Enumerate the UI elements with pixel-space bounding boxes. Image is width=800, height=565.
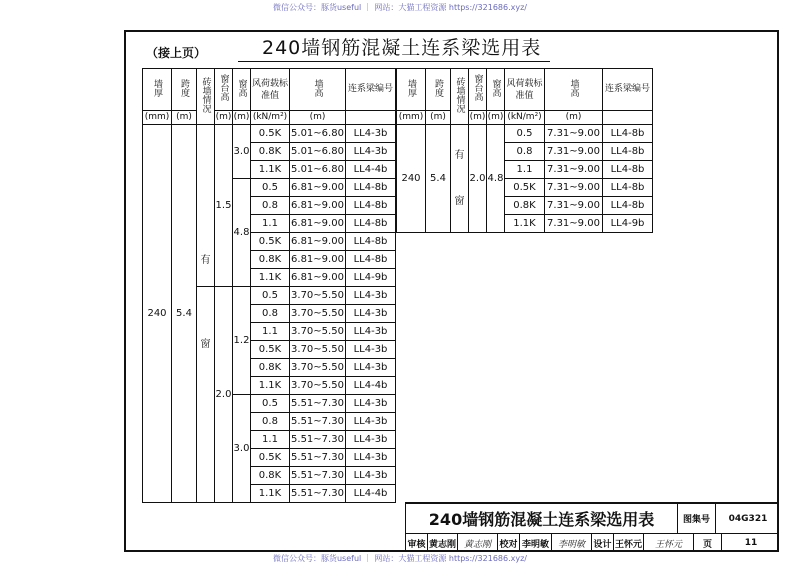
wall-height-cell: 6.81~9.00: [290, 269, 346, 287]
page-title: 240墙钢筋混凝土连系梁选用表: [262, 37, 542, 59]
atlas-number: 04G321: [728, 513, 768, 524]
wind-load-cell: 1.1: [251, 323, 290, 341]
wind-load-cell: 0.8K: [251, 467, 290, 485]
beam-number-cell: LL4-3b: [346, 431, 396, 449]
wall-thickness-cell: 240: [143, 125, 172, 503]
unit-m: (m): [545, 111, 603, 125]
sill-height-cell: 2.0: [215, 287, 233, 503]
beam-number-cell: LL4-8b: [603, 143, 653, 161]
span-cell: 5.4: [172, 125, 197, 503]
beam-number-cell: LL4-8b: [603, 161, 653, 179]
beam-number-cell: LL4-4b: [346, 161, 396, 179]
header-wall-height: 墙高: [290, 69, 346, 111]
continued-label: （接上页）: [146, 46, 207, 60]
wind-load-cell: 0.5K: [251, 125, 290, 143]
window-height-cell: 3.0: [233, 395, 251, 503]
wind-load-cell: 0.5K: [251, 341, 290, 359]
header-wall-height: 墙高: [545, 69, 603, 111]
designer-name: 王怀元: [614, 534, 644, 552]
unit-m: (m): [233, 111, 251, 125]
right-selection-table: [396, 68, 653, 233]
header-wind-load: 风荷载标准值: [505, 69, 545, 111]
beam-number-cell: LL4-8b: [346, 197, 396, 215]
wall-height-cell: 5.01~6.80: [290, 161, 346, 179]
beam-number-cell: LL4-8b: [346, 251, 396, 269]
beam-number-cell: LL4-8b: [346, 179, 396, 197]
wall-height-cell: 5.51~7.30: [290, 431, 346, 449]
beam-number-cell: LL4-9b: [603, 215, 653, 233]
beam-number-cell: LL4-3b: [346, 395, 396, 413]
wind-load-cell: 0.8: [505, 143, 545, 161]
span-cell: 5.4: [426, 125, 451, 233]
wind-load-cell: 0.5K: [505, 179, 545, 197]
beam-number-cell: LL4-3b: [346, 125, 396, 143]
masonry-cell: 有: [197, 125, 215, 287]
wind-load-cell: 0.5: [505, 125, 545, 143]
wall-height-cell: 3.70~5.50: [290, 287, 346, 305]
wall-height-cell: 5.51~7.30: [290, 467, 346, 485]
wind-load-cell: 0.5: [251, 179, 290, 197]
header-wall-thickness: 墙厚: [143, 69, 172, 111]
watermark-top: 微信公众号：豚货useful ｜ 网站：大猫工程资源 https://321686.xyz/: [272, 3, 528, 12]
wind-load-cell: 0.5: [251, 287, 290, 305]
header-sill-height: 窗台高: [215, 69, 233, 111]
beam-number-cell: LL4-4b: [346, 485, 396, 503]
wall-height-cell: 5.01~6.80: [290, 143, 346, 161]
wall-height-cell: 6.81~9.00: [290, 179, 346, 197]
beam-number-cell: LL4-3b: [346, 413, 396, 431]
beam-number-cell: LL4-9b: [346, 269, 396, 287]
wind-load-cell: 0.5: [251, 395, 290, 413]
header-wind-load: 风荷载标准值: [251, 69, 290, 111]
masonry-text: 有: [454, 149, 465, 161]
wind-load-cell: 1.1: [505, 161, 545, 179]
unit-m: (m): [426, 111, 451, 125]
unit-mm: (mm): [143, 111, 172, 125]
check-label: 校对: [498, 534, 520, 552]
wind-load-cell: 1.1K: [251, 269, 290, 287]
masonry-cell: [451, 125, 469, 233]
beam-number-cell: LL4-3b: [346, 287, 396, 305]
beam-number-cell: LL4-3b: [346, 449, 396, 467]
design-label: 设计: [592, 534, 614, 552]
header-sill-height: 窗台高: [469, 69, 487, 111]
left-selection-table: [142, 68, 396, 503]
wall-height-cell: 5.51~7.30: [290, 395, 346, 413]
header-wall-thickness: 墙厚: [397, 69, 426, 111]
header-span: 跨度: [426, 69, 451, 111]
wall-height-cell: 6.81~9.00: [290, 233, 346, 251]
masonry-cell: 窗: [197, 287, 215, 503]
title-underline: [238, 61, 550, 62]
wall-height-cell: 7.31~9.00: [545, 197, 603, 215]
table-row: [397, 125, 653, 143]
beam-number-cell: LL4-8b: [346, 215, 396, 233]
wind-load-cell: 0.8: [251, 413, 290, 431]
designer-signature: 王怀元: [644, 534, 694, 552]
titleblock-title: 240墙钢筋混凝土连系梁选用表: [406, 504, 678, 533]
sill-height-cell: 2.0: [469, 125, 487, 233]
window-height-cell: 3.0: [233, 125, 251, 179]
unit-kn: (kN/m²): [251, 111, 290, 125]
header-masonry: 砖墙情况: [197, 69, 215, 125]
table-row: [143, 125, 396, 143]
title-block: [405, 502, 779, 552]
page-number: 11: [744, 538, 758, 548]
wind-load-cell: 0.8K: [505, 197, 545, 215]
header-beam-no: 连系梁编号: [603, 69, 653, 111]
page-label: 页: [694, 534, 722, 552]
header-masonry: 砖墙情况: [451, 69, 469, 125]
wind-load-cell: 0.8: [251, 197, 290, 215]
wall-height-cell: 5.51~7.30: [290, 449, 346, 467]
wind-load-cell: 1.1K: [505, 215, 545, 233]
wall-height-cell: 5.51~7.30: [290, 485, 346, 503]
wall-height-cell: 7.31~9.00: [545, 161, 603, 179]
watermark-bottom: 微信公众号：豚货useful ｜ 网站：大猫工程资源 https://321686.xyz/: [272, 554, 528, 563]
wind-load-cell: 1.1K: [251, 377, 290, 395]
header-span: 跨度: [172, 69, 197, 111]
wind-load-cell: 1.1K: [251, 161, 290, 179]
unit-m: (m): [487, 111, 505, 125]
beam-number-cell: LL4-3b: [346, 467, 396, 485]
review-label: 审核: [406, 534, 428, 552]
beam-number-cell: LL4-8b: [346, 233, 396, 251]
wall-height-cell: 3.70~5.50: [290, 305, 346, 323]
window-height-cell: 1.2: [233, 287, 251, 395]
unit-m: (m): [172, 111, 197, 125]
wind-load-cell: 0.8: [251, 305, 290, 323]
wind-load-cell: 0.8K: [251, 359, 290, 377]
reviewer-signature: 黄志刚: [458, 534, 498, 552]
unit-mm: (mm): [397, 111, 426, 125]
wall-height-cell: 3.70~5.50: [290, 323, 346, 341]
window-height-cell: 4.8: [487, 125, 505, 233]
header-window-height: 窗高: [233, 69, 251, 111]
checker-signature: 李明敏: [552, 534, 592, 552]
unit-m: (m): [290, 111, 346, 125]
sill-height-cell: 1.5: [215, 125, 233, 287]
wall-height-cell: 6.81~9.00: [290, 251, 346, 269]
checker-name: 李明敏: [520, 534, 552, 552]
wall-height-cell: 3.70~5.50: [290, 377, 346, 395]
atlas-label: 图集号: [678, 504, 716, 533]
unit-kn: (kN/m²): [505, 111, 545, 125]
wind-load-cell: 0.5K: [251, 449, 290, 467]
beam-number-cell: LL4-8b: [603, 179, 653, 197]
wall-height-cell: 7.31~9.00: [545, 143, 603, 161]
wind-load-cell: 0.8K: [251, 143, 290, 161]
beam-number-cell: LL4-3b: [346, 143, 396, 161]
unit-blank: [603, 111, 653, 125]
unit-m: (m): [469, 111, 487, 125]
wind-load-cell: 1.1K: [251, 485, 290, 503]
wall-height-cell: 6.81~9.00: [290, 197, 346, 215]
wind-load-cell: 0.5K: [251, 233, 290, 251]
beam-number-cell: LL4-3b: [346, 341, 396, 359]
wall-height-cell: 3.70~5.50: [290, 359, 346, 377]
beam-number-cell: LL4-3b: [346, 323, 396, 341]
window-height-cell: 4.8: [233, 179, 251, 287]
wall-height-cell: 6.81~9.00: [290, 215, 346, 233]
wall-height-cell: 3.70~5.50: [290, 341, 346, 359]
beam-number-cell: LL4-8b: [603, 197, 653, 215]
wall-height-cell: 5.51~7.30: [290, 413, 346, 431]
beam-number-cell: LL4-3b: [346, 359, 396, 377]
header-window-height: 窗高: [487, 69, 505, 111]
beam-number-cell: LL4-4b: [346, 377, 396, 395]
unit-m: (m): [215, 111, 233, 125]
beam-number-cell: LL4-3b: [346, 305, 396, 323]
header-beam-no: 连系梁编号: [346, 69, 396, 111]
wind-load-cell: 0.8K: [251, 251, 290, 269]
wall-height-cell: 5.01~6.80: [290, 125, 346, 143]
wind-load-cell: 1.1: [251, 431, 290, 449]
wall-height-cell: 7.31~9.00: [545, 179, 603, 197]
unit-blank: [346, 111, 396, 125]
wind-load-cell: 1.1: [251, 215, 290, 233]
wall-height-cell: 7.31~9.00: [545, 215, 603, 233]
masonry-text: 窗: [454, 195, 465, 207]
reviewer-name: 黄志刚: [428, 534, 458, 552]
wall-height-cell: 7.31~9.00: [545, 125, 603, 143]
wall-thickness-cell: 240: [397, 125, 426, 233]
beam-number-cell: LL4-8b: [603, 125, 653, 143]
